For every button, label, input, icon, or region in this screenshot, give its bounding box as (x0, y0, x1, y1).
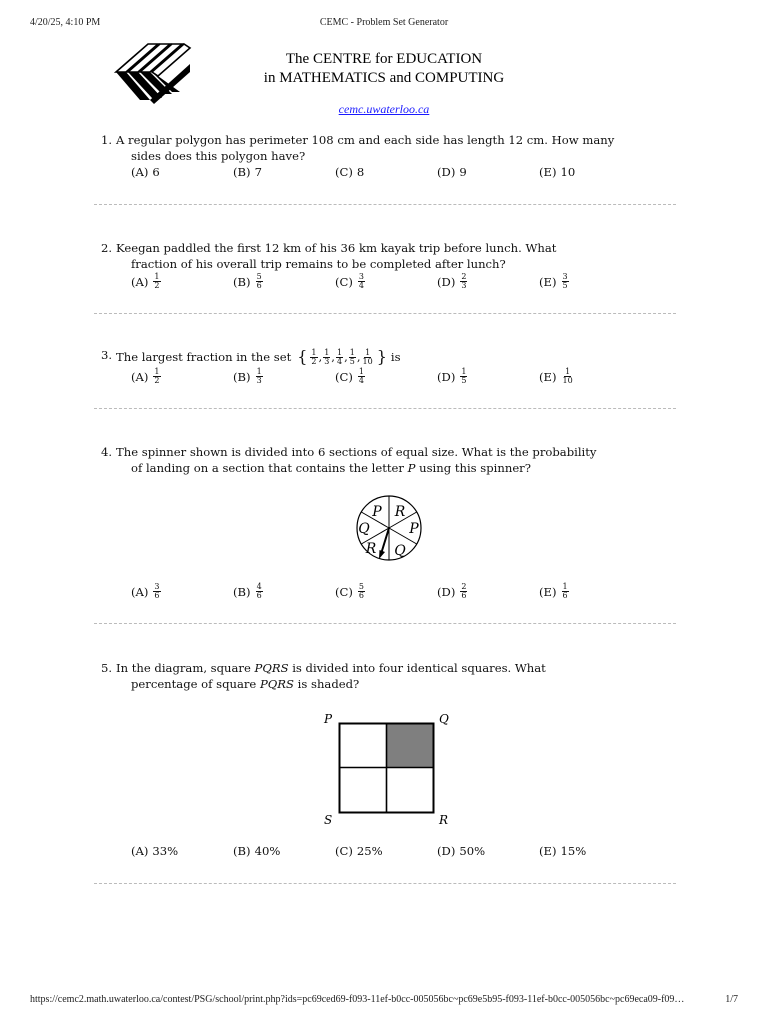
question-3-stem: The largest fraction in the set (116, 350, 292, 364)
spinner-arrow-icon (379, 550, 385, 559)
vertex-label: P (324, 712, 333, 726)
question-2-line1: Keegan paddled the first 12 km of his 36 km kayak trip before lunch. What (116, 241, 557, 255)
spinner-letter: R (365, 541, 377, 557)
option-a[interactable]: (A) 33% (131, 844, 179, 858)
option-b[interactable]: (B) 7 (233, 165, 262, 179)
question-number: 3. (101, 348, 113, 362)
question-3-tail: is (390, 350, 401, 364)
question-1-line2: sides does this polygon have? (131, 149, 306, 163)
question-5-text (101, 660, 636, 692)
option-a[interactable]: (A) $\frac{1}{2}$ (131, 367, 160, 385)
cemc-website-link[interactable]: cemc.uwaterloo.ca (338, 102, 430, 116)
option-e[interactable]: (E) 10 (539, 165, 576, 179)
divider (94, 408, 676, 409)
divider (94, 313, 676, 314)
option-d[interactable]: (D) 9 (437, 165, 467, 179)
question-2-text (101, 240, 636, 272)
divider (94, 204, 676, 205)
question-number: 5. (101, 661, 113, 675)
option-c[interactable]: (C) 25% (335, 844, 383, 858)
option-b[interactable]: (B) 40% (233, 844, 281, 858)
spinner-diagram (344, 492, 434, 564)
question-5-options (131, 844, 641, 862)
option-a[interactable]: (A) $\frac{1}{2}$ (131, 272, 160, 290)
shaded-square (387, 724, 434, 768)
option-a[interactable]: (A) $\frac{3}{6}$ (131, 582, 160, 600)
option-c[interactable]: (C) $\frac{1}{4}$ (335, 367, 365, 385)
question-2-line2: fraction of his overall trip remains to be completed after lunch? (131, 257, 506, 271)
question-number: 2. (101, 241, 113, 255)
question-3-text (101, 347, 636, 367)
option-b[interactable]: (B) $\frac{5}{6}$ (233, 272, 262, 290)
option-b[interactable]: (B) $\frac{1}{3}$ (233, 367, 262, 385)
spinner-letter: Q (394, 543, 406, 559)
spinner-letter: P (409, 521, 419, 537)
vertex-label: R (439, 813, 449, 827)
print-datetime: 4/20/25, 4:10 PM (30, 17, 101, 28)
question-5-line2: percentage of square PQRS is shaded? (131, 677, 360, 691)
option-d[interactable]: (D) $\frac{2}{6}$ (437, 582, 467, 600)
question-number: 4. (101, 445, 113, 459)
vertex-label: S (324, 813, 333, 827)
divider (94, 883, 676, 884)
option-a[interactable]: (A) 6 (131, 165, 160, 179)
square-diagram (318, 708, 458, 830)
spinner-letter: P (372, 504, 382, 520)
question-4-text (101, 444, 636, 476)
org-name-line2: in MATHEMATICS and COMPUTING (263, 70, 505, 86)
option-c[interactable]: (C) $\frac{5}{6}$ (335, 582, 365, 600)
question-number: 1. (101, 133, 113, 147)
question-5-line1: In the diagram, square PQRS is divided into four identical squares. What (116, 661, 546, 675)
option-e[interactable]: (E) $\frac{3}{5}$ (539, 272, 568, 290)
option-e[interactable]: (E) $\frac{1}{10}$ (539, 367, 573, 385)
question-4-options (131, 583, 641, 601)
option-d[interactable]: (D) 50% (437, 844, 486, 858)
option-d[interactable]: (D) $\frac{1}{5}$ (437, 367, 467, 385)
question-1-text (101, 132, 636, 164)
question-4-line1: The spinner shown is divided into 6 sections of equal size. What is the probability (116, 445, 597, 459)
option-e[interactable]: (E) 15% (539, 844, 587, 858)
spinner-letter: Q (358, 521, 370, 537)
divider (94, 623, 676, 624)
question-4-line2: of landing on a section that contains the letter P using this spinner? (131, 461, 531, 475)
vertex-label: Q (439, 712, 449, 726)
fraction-set: { $\frac{1}{2}$ , $\frac{1}{3}$ , $\frac{1}{4}$ , $\frac{1}{5}$ , $\frac{1}{10}$ } (297, 347, 387, 366)
spinner-letter: R (394, 504, 406, 520)
question-1-line1: A regular polygon has perimeter 108 cm and each side has length 12 cm. How many (116, 133, 615, 147)
print-page-number: 1/7 (725, 994, 738, 1005)
print-page-title: CEMC - Problem Set Generator (319, 17, 449, 28)
option-d[interactable]: (D) $\frac{2}{3}$ (437, 272, 467, 290)
option-b[interactable]: (B) $\frac{4}{6}$ (233, 582, 262, 600)
option-c[interactable]: (C) $\frac{3}{4}$ (335, 272, 365, 290)
option-c[interactable]: (C) 8 (335, 165, 365, 179)
print-url: https://cemc2.math.uwaterloo.ca/contest/PSG/school/print.php?ids=pc69ced69-f093-11ef-b0cc-005056bc~pc69e5b95-f093-11ef-b0cc-005056bc~pc69eca09-f09… (30, 994, 685, 1005)
option-e[interactable]: (E) $\frac{1}{6}$ (539, 582, 568, 600)
question-3-options (131, 368, 641, 386)
question-1-options (131, 165, 641, 183)
cemc-logo (114, 42, 192, 108)
question-2-options (131, 273, 641, 291)
org-name-line1: The CENTRE for EDUCATION (285, 51, 483, 67)
